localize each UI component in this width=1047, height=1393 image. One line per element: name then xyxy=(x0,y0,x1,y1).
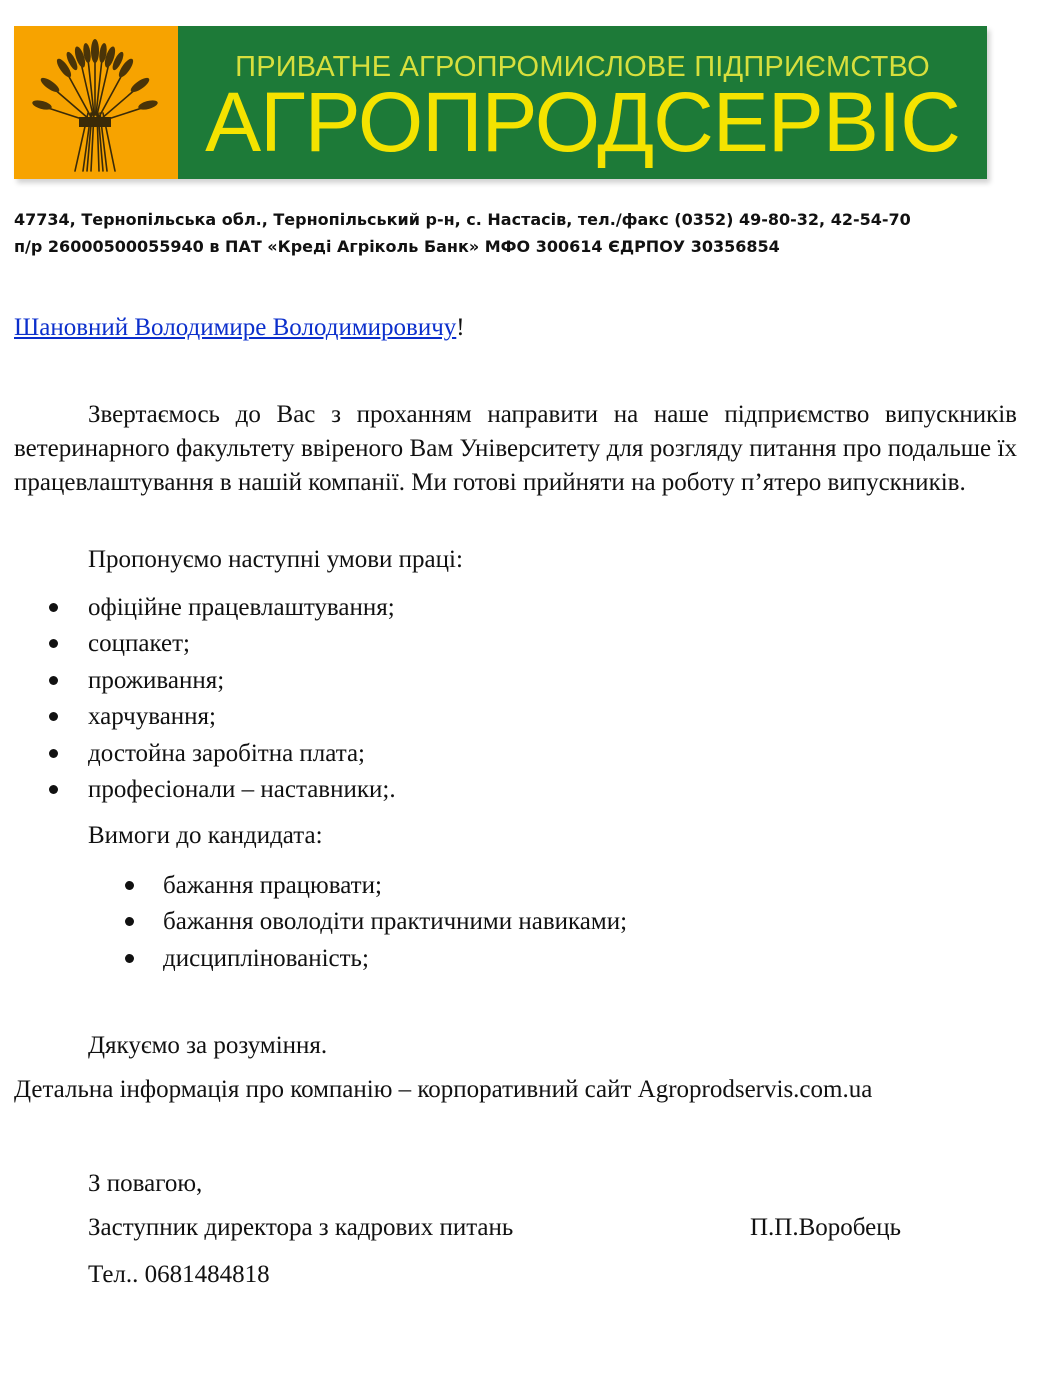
logo xyxy=(14,26,178,179)
salutation xyxy=(14,314,465,342)
company-name: АГРОПРОДСЕРВІС xyxy=(205,75,960,169)
wheat-sheaf-icon xyxy=(31,33,161,173)
signer-name: П.П.Воробець xyxy=(750,1214,902,1241)
conditions-heading: Пропонуємо наступні умови праці: xyxy=(88,546,463,573)
bullet-icon xyxy=(125,917,134,926)
thanks-text: Дякуємо за розуміння. xyxy=(88,1032,328,1059)
bullet-icon xyxy=(49,639,58,648)
banner-title-area xyxy=(178,26,987,179)
bullet-icon xyxy=(49,785,58,794)
company-info-text: Детальна інформація про компанію – корпоративний сайт Agroprodservis.com.ua xyxy=(14,1076,873,1103)
bullet-icon xyxy=(49,676,58,685)
company-requisites xyxy=(14,206,911,260)
signer-position: Заступник директора з кадрових питань xyxy=(88,1214,514,1241)
address-line: 47734, Тернопільська обл., Тернопільський р-н, с. Настасів, тел./факс (0352) 49-80-32, 42-54-70 xyxy=(14,210,911,229)
intro-paragraph: Звертаємось до Вас з проханням направити на наше підприємство випускників ветеринарного факультету ввіреного Вам Університету для розгляду питання про подальше їх працевлаштування в нашій компанії. Ми готові прийняти на роботу п’ятеро випускників. xyxy=(14,401,1017,496)
bank-line: п/р 26000500055940 в ПАТ «Креді Агріколь Банк» МФО 300614 ЄДРПОУ 30356854 xyxy=(14,237,780,256)
phone-text: Тел.. 0681484818 xyxy=(88,1261,270,1288)
company-type: ПРИВАТНЕ АГРОПРОМИСЛОВЕ ПІДПРИЄМСТВО xyxy=(235,51,930,83)
bullet-icon xyxy=(49,749,58,758)
bullet-icon xyxy=(49,712,58,721)
closing-text: З повагою, xyxy=(88,1170,203,1197)
bullet-icon xyxy=(125,881,134,890)
salutation-link[interactable]: Шановний Володимире Володимировичу xyxy=(14,314,457,341)
bullet-icon xyxy=(49,603,58,612)
company-banner xyxy=(14,26,987,179)
salutation-end: ! xyxy=(456,314,465,341)
requirements-heading: Вимоги до кандидата: xyxy=(88,822,323,849)
bullet-icon xyxy=(125,954,134,963)
